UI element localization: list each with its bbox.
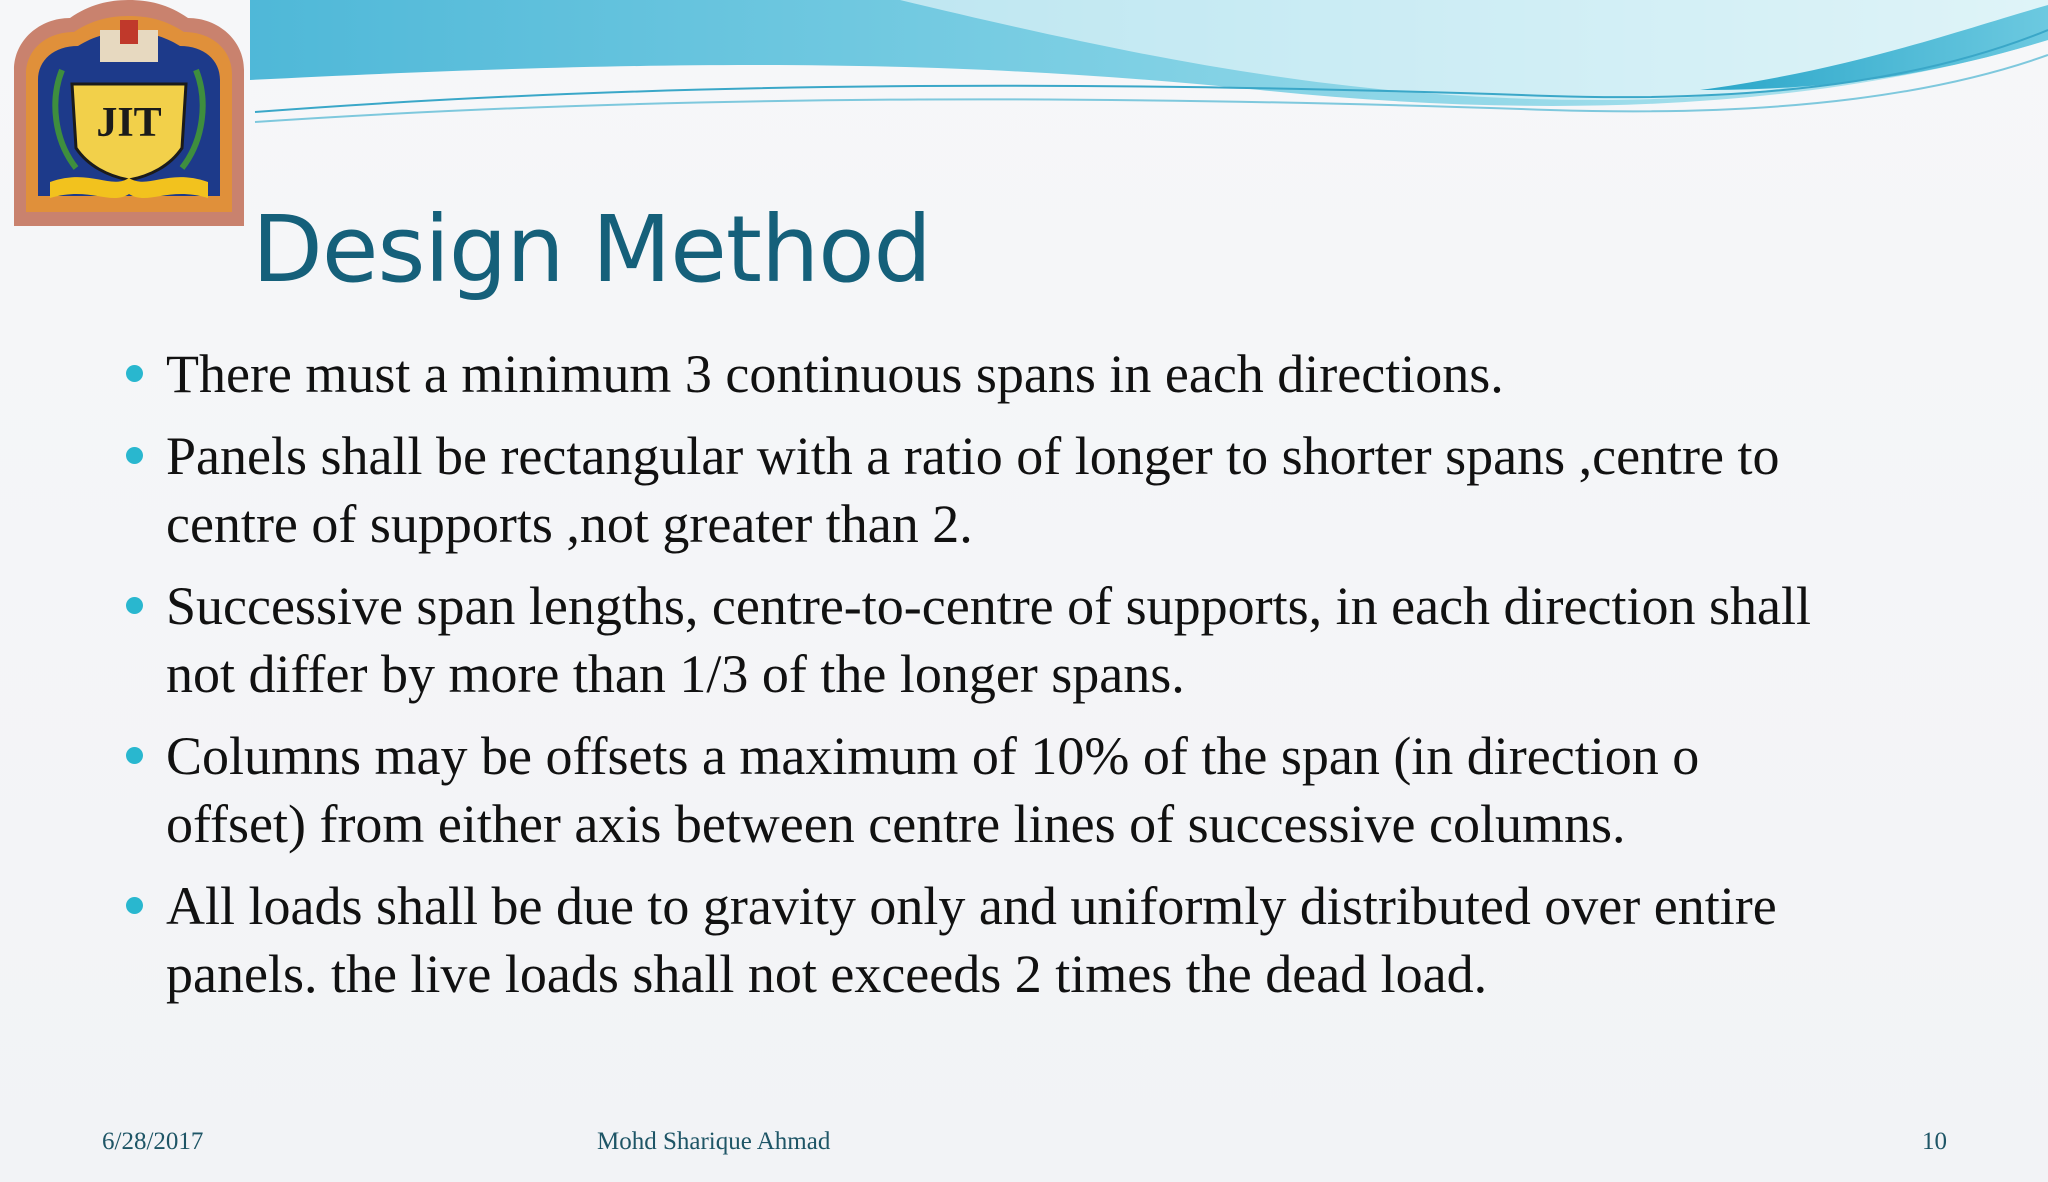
institute-logo xyxy=(10,0,248,228)
bullet-item xyxy=(126,422,2006,558)
bullet-item xyxy=(126,872,2006,1008)
bullet-text: panels. the live loads shall not exceeds 2 times the dead load. xyxy=(166,944,1488,1004)
header-wave-decoration xyxy=(0,0,2048,140)
footer-author: Mohd Sharique Ahmad xyxy=(597,1128,831,1155)
bullet-text: There must a minimum 3 continuous spans in each directions. xyxy=(166,344,1504,404)
bullet-item xyxy=(126,572,2006,708)
bullet-text: Panels shall be rectangular with a ratio of longer to shorter spans ,centre to xyxy=(166,426,1780,486)
bullet-dot-icon xyxy=(126,365,143,382)
slide-title: Design Method xyxy=(252,196,931,303)
bullet-dot-icon xyxy=(126,597,143,614)
bullet-item xyxy=(126,722,2006,858)
footer-page-number: 10 xyxy=(1922,1128,1947,1155)
bullet-item xyxy=(126,340,2006,408)
bullet-dot-icon xyxy=(126,747,143,764)
bullet-text: Successive span lengths, centre-to-centre of supports, in each direction shall xyxy=(166,576,1811,636)
bullet-text: not differ by more than 1/3 of the longer spans. xyxy=(166,644,1185,704)
logo-text: JIT xyxy=(96,100,162,146)
bullet-dot-icon xyxy=(126,897,143,914)
bullet-text: Columns may be offsets a maximum of 10% of the span (in direction o xyxy=(166,726,1700,786)
bullet-text: centre of supports ,not greater than 2. xyxy=(166,494,973,554)
bullet-text: offset) from either axis between centre lines of successive columns. xyxy=(166,794,1626,854)
bullet-list xyxy=(126,340,2006,1022)
bullet-text: All loads shall be due to gravity only and uniformly distributed over entire xyxy=(166,876,1777,936)
bullet-dot-icon xyxy=(126,447,143,464)
footer-date: 6/28/2017 xyxy=(102,1128,204,1155)
